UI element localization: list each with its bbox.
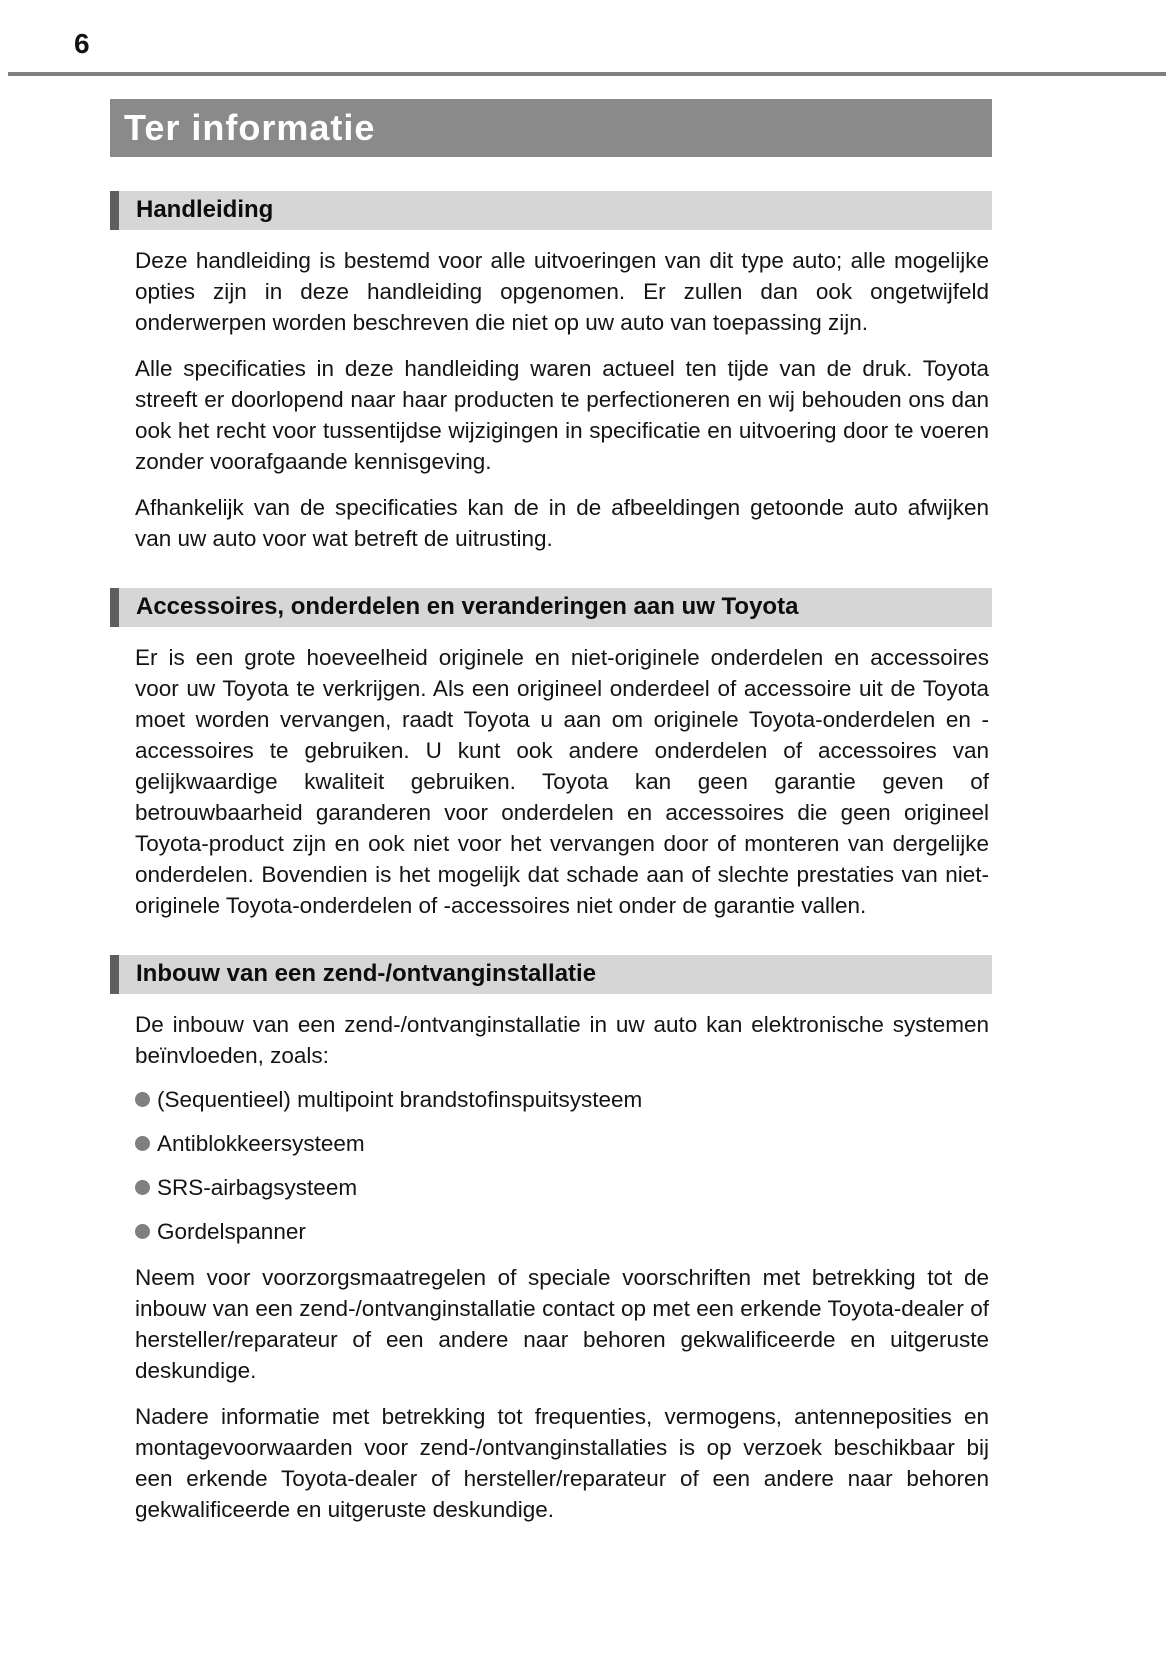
- bullet-item: [135, 1129, 992, 1159]
- paragraph: Er is een grote hoeveelheid originele en niet-originele onderdelen en accessoires voor uw Toyota te verkrijgen. Als een origineel onderdeel of accessoire uit de Toyota moet worden vervangen, raadt Toyota u aan om originele Toyota-onderdelen en -accessoires te gebruiken. U kunt ook andere onderdelen of accessoires van gelijkwaardige kwaliteit gebruiken. Toyota kan geen garantie geven of betrouwbaarheid garanderen voor onderdelen en accessoires die geen origineel Toyota-product zijn en ook niet voor het vervangen door of monteren van dergelijke onderdelen. Bovendien is het mogelijk dat schade aan of slechte prestaties van niet-originele Toyota-onderdelen of -accessoires niet onder de garantie vallen.: [135, 645, 989, 918]
- section-heading-handleiding: [110, 191, 992, 230]
- bullet-icon: [135, 1224, 150, 1239]
- chapter-title: Ter informatie: [124, 107, 376, 148]
- page-number: 6: [74, 28, 90, 59]
- section-heading-text: Handleiding: [136, 196, 274, 223]
- paragraph: De inbouw van een zend-/ontvanginstallatie in uw auto kan elektronische systemen beïnvloeden, zoals:: [135, 1012, 989, 1068]
- bullet-list: [110, 1085, 992, 1247]
- section-heading-text: Inbouw van een zend-/ontvanginstallatie: [136, 960, 597, 987]
- bullet-item: [135, 1173, 992, 1203]
- bullet-item: [135, 1217, 992, 1247]
- bullet-text: (Sequentieel) multipoint brandstofinspuitsysteem: [157, 1087, 643, 1112]
- bullet-text: Antiblokkeersysteem: [157, 1131, 365, 1156]
- bullet-item: [135, 1085, 992, 1115]
- bullet-icon: [135, 1136, 150, 1151]
- bullet-icon: [135, 1092, 150, 1107]
- paragraph: Nadere informatie met betrekking tot frequenties, vermogens, antenneposities en montagevoorwaarden voor zend-/ontvanginstallaties is op verzoek beschikbaar bij een erkende Toyota-dealer of hersteller/reparateur of een andere naar behoren gekwalificeerde en uitgeruste deskundige.: [135, 1404, 989, 1522]
- section-heading-inbouw: [110, 955, 992, 994]
- chapter-title-banner: [110, 99, 992, 157]
- bullet-text: Gordelspanner: [157, 1219, 306, 1244]
- header-rule: [8, 72, 1166, 76]
- bullet-text: SRS-airbagsysteem: [157, 1175, 358, 1200]
- paragraph: Neem voor voorzorgsmaatregelen of speciale voorschriften met betrekking tot de inbouw van een zend-/ontvanginstallatie contact op met een erkende Toyota-dealer of hersteller/reparateur of een andere naar behoren gekwalificeerde en uitgeruste deskundige.: [135, 1265, 989, 1383]
- section-heading-text: Accessoires, onderdelen en veranderingen aan uw Toyota: [136, 593, 799, 620]
- page-content: [110, 99, 992, 1525]
- paragraph: Afhankelijk van de specificaties kan de in de afbeeldingen getoonde auto afwijken van uw auto voor wat betreft de uitrusting.: [135, 495, 989, 551]
- paragraph: Deze handleiding is bestemd voor alle uitvoeringen van dit type auto; alle mogelijke opties zijn in deze handleiding opgenomen. Er zullen dan ook ongetwijfeld onderwerpen worden beschreven die niet op uw auto van toepassing zijn.: [135, 248, 989, 335]
- section-heading-accessoires: [110, 588, 992, 627]
- paragraph: Alle specificaties in deze handleiding waren actueel ten tijde van de druk. Toyota streeft er doorlopend naar haar producten te perfectioneren en wij behouden ons dan ook het recht voor tussentijdse wijzigingen in specificatie en uitvoering door te voeren zonder voorafgaande kennisgeving.: [135, 356, 989, 474]
- bullet-icon: [135, 1180, 150, 1195]
